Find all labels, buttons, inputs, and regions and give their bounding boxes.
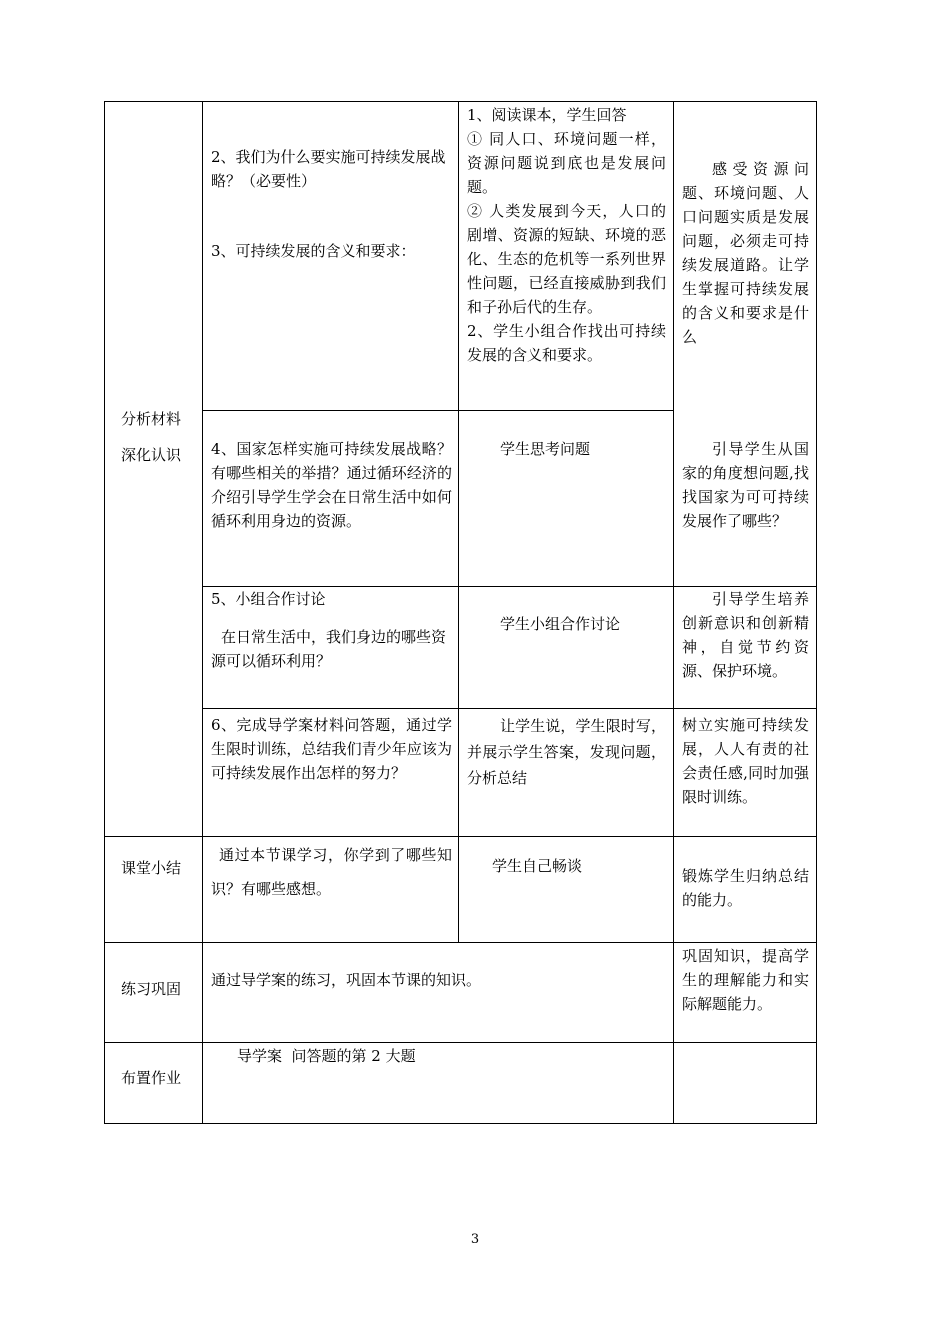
- practice-content-text: 通过导学案的练习，巩固本节课的知识。: [211, 971, 482, 989]
- stage-label-analysis: [121, 401, 181, 473]
- design-intent-cell: [682, 587, 809, 683]
- column-separator: [202, 101, 203, 1124]
- practice-intent-text: 巩固知识，提高学生的理解能力和实际解题能力。: [682, 947, 809, 1013]
- student-activity-cell: [467, 713, 666, 791]
- table-border-right: [816, 101, 817, 1124]
- table-border-left: [104, 101, 105, 1124]
- practice-intent-cell: [682, 944, 809, 1016]
- column-separator: [673, 101, 674, 1124]
- student-activity-text: 学生思考问题: [500, 440, 591, 458]
- teacher-activity-cell: [211, 145, 452, 263]
- teacher-activity-text: 3、可持续发展的含义和要求：: [211, 242, 416, 260]
- stage-label-homework: 布置作业: [121, 1069, 182, 1087]
- column-separator: [458, 101, 459, 943]
- teacher-activity-cell: [211, 437, 452, 533]
- design-intent-cell: [682, 437, 809, 533]
- stage-label-line: 深化认识: [121, 446, 182, 464]
- student-activity-text: ② 人类发展到今天，人口的剧增、资源的短缺、环境的恶化、生态的危机等一系列世界性问题，已经直接威胁到我们和子孙后代的生存。: [467, 202, 666, 316]
- teacher-activity-cell: [211, 587, 452, 673]
- student-activity-text: 让学生说，学生限时写，并展示学生答案，发现问题，分析总结: [467, 717, 666, 787]
- row-separator: [202, 410, 673, 411]
- design-intent-text: 引导学生培养创新意识和创新精神，自觉节约资源、保护环境。: [682, 590, 809, 680]
- teacher-activity-cell: [211, 713, 452, 785]
- stage-label-line: 分析材料: [121, 410, 182, 428]
- student-activity-text: 1、阅读课本，学生回答: [467, 106, 627, 124]
- student-activity-text: 学生小组合作讨论: [500, 615, 621, 633]
- teacher-activity-text: 在日常生活中，我们身边的哪些资源可以循环利用？: [211, 628, 447, 670]
- summary-teacher-cell: [211, 838, 452, 906]
- table-border-bottom: [104, 1123, 817, 1124]
- row-separator: [104, 836, 817, 837]
- summary-intent-text: 锻炼学生归纳总结的能力。: [682, 867, 809, 909]
- teacher-activity-text: 6、完成导学案材料问答题，通过学生限时训练，总结我们青少年应该为可持续发展作出怎样的努力？: [211, 716, 452, 782]
- student-activity-text: ① 同人口、环境问题一样，资源问题说到底也是发展问题。: [467, 130, 666, 196]
- design-intent-text: 树立实施可持续发展，人人有责的社会责任感,同时加强限时训练。: [682, 716, 809, 806]
- teacher-activity-text: 4、国家怎样实施可持续发展战略？有哪些相关的举措？通过循环经济的介绍引导学生学会在日常生活中如何循环利用身边的资源。: [211, 440, 452, 530]
- design-intent-cell: [682, 157, 809, 349]
- design-intent-cell: [682, 713, 809, 809]
- homework-content-text: 导学案 问答题的第 2 大题: [237, 1047, 416, 1065]
- design-intent-text: 引导学生从国家的角度想问题,找找国家为可可持续发展作了哪些？: [682, 440, 809, 530]
- table-border-top: [104, 101, 817, 102]
- teacher-activity-text: 5、小组合作讨论: [211, 590, 326, 608]
- teacher-activity-text: 2、我们为什么要实施可持续发展战略？（必要性）: [211, 148, 446, 190]
- stage-label-practice: 练习巩固: [121, 980, 182, 998]
- summary-student-text: 学生自己畅谈: [492, 857, 583, 875]
- student-activity-cell: [467, 103, 666, 367]
- page-number: 3: [470, 1232, 480, 1247]
- design-intent-text: 感受资源问题、环境问题、人口问题实质是发展问题，必须走可持续发展道路。让学生掌握可持续发展的含义和要求是什么: [682, 160, 809, 346]
- row-separator: [104, 942, 817, 943]
- summary-teacher-text: 通过本节课学习，你学到了哪些知识？有哪些感想。: [211, 846, 452, 898]
- student-activity-text: 2、学生小组合作找出可持续发展的含义和要求。: [467, 322, 666, 364]
- row-separator: [104, 1042, 817, 1043]
- stage-label-summary: 课堂小结: [121, 859, 182, 877]
- row-separator: [202, 708, 817, 709]
- summary-intent-cell: [682, 864, 809, 912]
